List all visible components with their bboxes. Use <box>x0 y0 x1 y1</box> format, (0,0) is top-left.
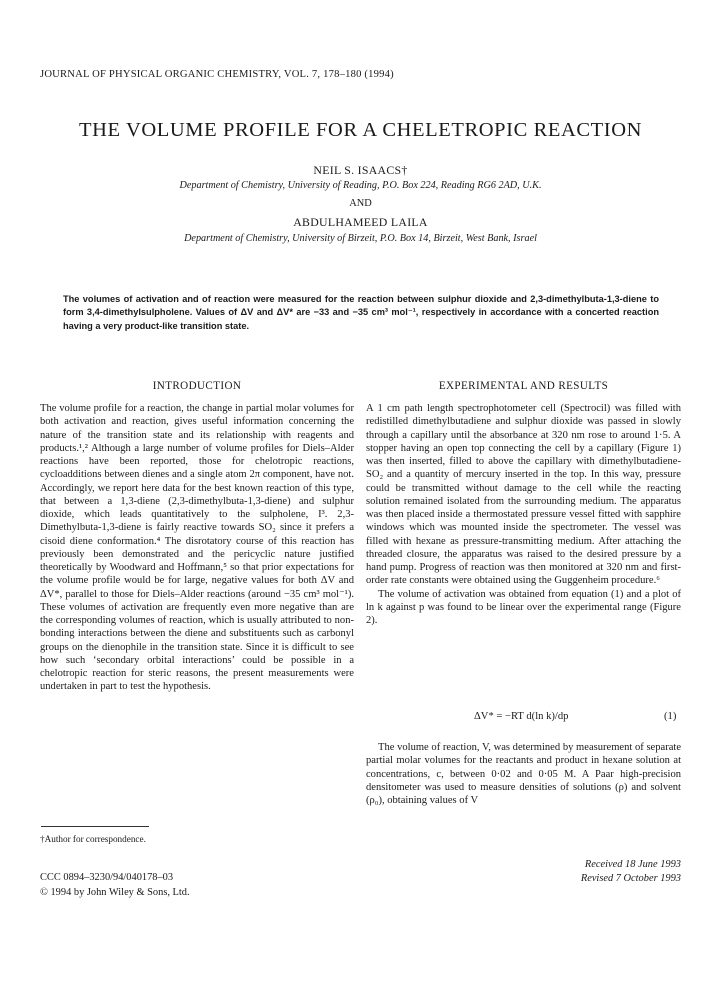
author-affiliation-2: Department of Chemistry, University of Birzeit, P.O. Box 14, Birzeit, West Bank, Israel <box>184 233 537 244</box>
experimental-paragraph-2: The volume of activation was obtained from equation (1) and a plot of ln k against p was found to be linear over the experimental range (Figure 2). <box>366 588 681 626</box>
experimental-paragraph-3: The volume of reaction, V, was determined by measurement of separate partial molar volumes for the reactants and product in hexane solution at concentrations, c, between 0·02 and 0·05 M. A Paar high-precision densitometer was used to measure densities of solutions (ρ) and solvent (ρ₀), obtaining values of V <box>366 742 681 806</box>
copyright: © 1994 by John Wiley & Sons, Ltd. <box>40 887 190 898</box>
experimental-body <box>366 402 681 627</box>
equation-1-number: (1) <box>664 711 677 722</box>
experimental-body-continued <box>366 741 681 807</box>
received-date: Received 18 June 1993 <box>584 859 681 870</box>
abstract: The volumes of activation and of reaction were measured for the reaction between sulphur dioxide and 2,3-dimethylbuta-1,3-diene to form 3,4-dimethylsulpholene. Values of ΔV and ΔV* are −33 and −35 cm³ mol⁻¹, respectively in accordance with a concerted reaction having a very product-like transition state. <box>63 294 659 331</box>
author-name-2: ABDULHAMEED LAILA <box>293 215 428 229</box>
author-affiliation-1: Department of Chemistry, University of Reading, P.O. Box 224, Reading RG6 2AD, U.K. <box>179 180 542 191</box>
paper-title: THE VOLUME PROFILE FOR A CHELETROPIC REACTION <box>78 119 643 141</box>
equation-1: ΔV* = −RT d(ln k)/dp <box>474 711 569 722</box>
ccc-code: CCC 0894–3230/94/040178–03 <box>40 872 174 883</box>
introduction-paragraph: The volume profile for a reaction, the change in partial molar volumes for both activation and reaction, gives useful information concerning the nature of the transition state and its relationship with reagents and products.¹,² Although a large number of volume profiles for Diels–Alder reactions have been reported, those for chelotropic reactions, cycloadditions between dienes and a single atom 2π component, have not. Accordingly, we report here data for the best known reaction of this type, that between a 1,3-diene (2,3-dimethylbuta-1,3-diene) and sulphur dioxide, which leads quantitatively to the sulpholene, I³. 2,3-Dimethylbuta-1,3-diene is fairly reactive towards SO₂ since it prefers a cisoid diene conformation.⁴ The disrotatory course of this reaction has previously been demonstrated and the pericyclic nature justified theoretically by Woodward and Hoffmann,⁵ so that prior expectations for the volume profile would be for large, negative values for both ΔV and ΔV*, parallel to those for Diels–Alder reactions (around −35 cm³ mol⁻¹). These volumes of activation are frequently even more negative than are the corresponding volumes of reaction, which is usually attributed to non-bonding interactions between the diene and substituents such as carbonyl groups on the dienophile in the transition state. Since it is difficult to see how such ‘secondary orbital interactions’ could be possible in a chelotropic reaction for steric reasons, the present measurements were undertaken in part to test the hypothesis. <box>40 403 354 693</box>
and-separator: AND <box>349 198 372 209</box>
journal-header: JOURNAL OF PHYSICAL ORGANIC CHEMISTRY, VOL. 7, 178–180 (1994) <box>40 69 394 80</box>
experimental-heading: EXPERIMENTAL AND RESULTS <box>438 380 609 392</box>
revised-date: Revised 7 October 1993 <box>580 873 681 884</box>
footnote-rule <box>41 826 149 827</box>
introduction-heading: INTRODUCTION <box>152 380 242 392</box>
footnote: †Author for correspondence. <box>40 834 146 844</box>
introduction-body <box>40 402 354 694</box>
experimental-paragraph-1: A 1 cm path length spectrophotometer cell (Spectrocil) was filled with redistilled dimethylbutadiene and sulphur dioxide was passed in slowly through a capillary until the absorbance at 320 nm rose to around 1·5. A stopper having an open top connecting the cell by a capillary (Figure 1) was then inserted, filled to above the capillary with dimethylbutadiene-SO₂ and a quantity of mercury inserted in the top. In this way, pressure could be transmitted without damage to the cell while the reacting solution remained isolated from the surrounding medium. The apparatus was then placed inside a thermostated pressure vessel fitted with sapphire windows which was mounted inside the spectrometer. The vessel was filled with hexane as pressure-transmitting medium. After attaching the threaded closure, the apparatus was raised to the desired pressure by a hand pump. Progress of reaction was then monitored at 320 nm and first-order rate constants were obtained using the Guggenheim procedure.⁶ <box>366 403 681 587</box>
author-name-1: NEIL S. ISAACS† <box>313 163 408 177</box>
